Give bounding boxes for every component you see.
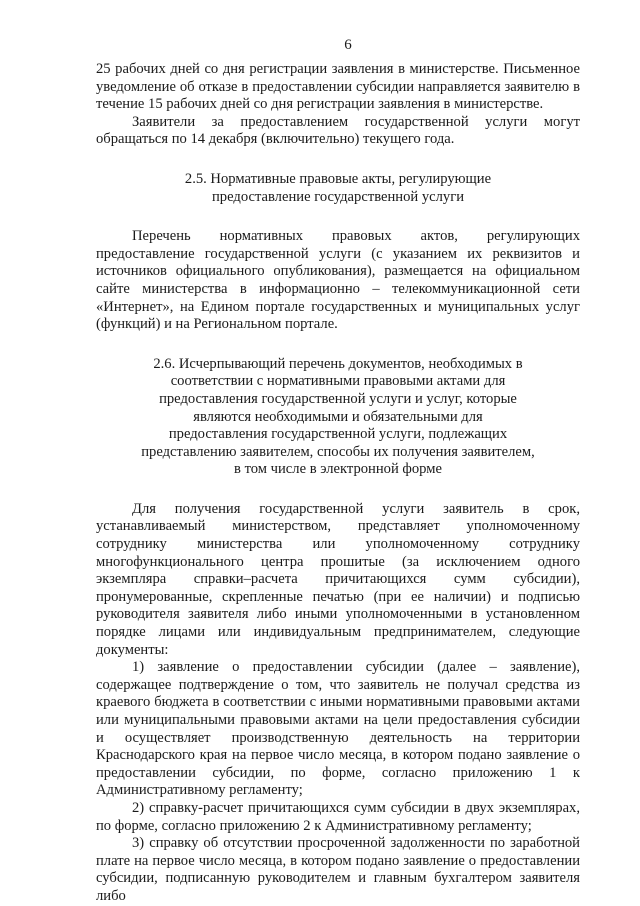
section-heading-line: соответствии с нормативными правовыми актами для (170, 373, 506, 390)
section-heading-line: представлению заявителем, способы их получения заявителем, (141, 443, 535, 460)
section-heading-line: предоставление государственной услуги (212, 188, 464, 205)
paragraph-legal-acts: Перечень нормативных правовых актов, регулирующих предоставление государственной услуги (с указанием их реквизитов и источников официального опубликования), размещается на официальном сайте министерства в информационно – телекоммуникационной сети «Интернет», на Едином портале государственных и муниципальных услуг (функций) и на Региональном портале. (96, 228, 580, 333)
list-item: 3) справку об отсутствии просроченной задолженности по заработной плате на первое число месяца, в котором подано заявление о предоставлении субсидии, подписанную руководителем и главным бухгалтером заявителя либо (96, 835, 580, 904)
section-heading-line: 2.5. Нормативные правовые акты, регулирующие (184, 170, 492, 187)
paragraph-documents-intro: Для получения государственной услуги заявитель в срок, устанавливаемый министерством, представляет уполномоченному сотруднику министерства или уполномоченному сотруднику многофункционального центра прошитые (за исключением одного экземпляра справки–расчета причитающихся сумм субсидии), пронумерованные, скрепленные печатью (при ее наличии) и подписью руководителя заявителя либо иными уполномоченными в установленном порядке лицами или индивидуальным предпринимателем, следующие документы: (96, 500, 580, 658)
paragraph-application-period: Заявители за предоставлением государственной услуги могут обращаться по 14 декабря (включительно) текущего года. (96, 113, 580, 148)
section-heading-line: 2.6. Исчерпывающий перечень документов, необходимых в (153, 355, 523, 372)
section-heading-line: являются необходимыми и обязательными для (193, 408, 483, 425)
section-heading-line: в том числе в электронной форме (234, 461, 442, 478)
section-heading-line: предоставления государственной услуги, подлежащих (168, 426, 508, 443)
page-number: 6 (344, 37, 352, 53)
section-2-6-heading (96, 356, 580, 479)
paragraph-deadline: 25 рабочих дней со дня регистрации заявления в министерстве. Письменное уведомление об отказе в предоставлении субсидии направляется заявителю в течение 15 рабочих дней со дня регистрации заявления в министерстве. (96, 61, 580, 113)
list-item: 1) заявление о предоставлении субсидии (далее – заявление), содержащее подтверждение о том, что заявитель не получал средства из краевого бюджета в соответствии с иными нормативными правовыми актами или муниципальными правовыми актами на цели предоставления субсидии и осуществляет производственную деятельность на территории Краснодарского края на первое число месяца, в котором подано заявление о предоставлении субсидии, по форме, согласно приложению 1 к Административному регламенту; (96, 659, 580, 799)
section-heading-line: предоставления государственной услуги и услуг, которые (159, 390, 517, 407)
section-2-5-heading (96, 171, 580, 206)
list-item: 2) справку-расчет причитающихся сумм субсидии в двух экземплярах, по форме, согласно приложению 2 к Административному регламенту; (96, 799, 580, 834)
